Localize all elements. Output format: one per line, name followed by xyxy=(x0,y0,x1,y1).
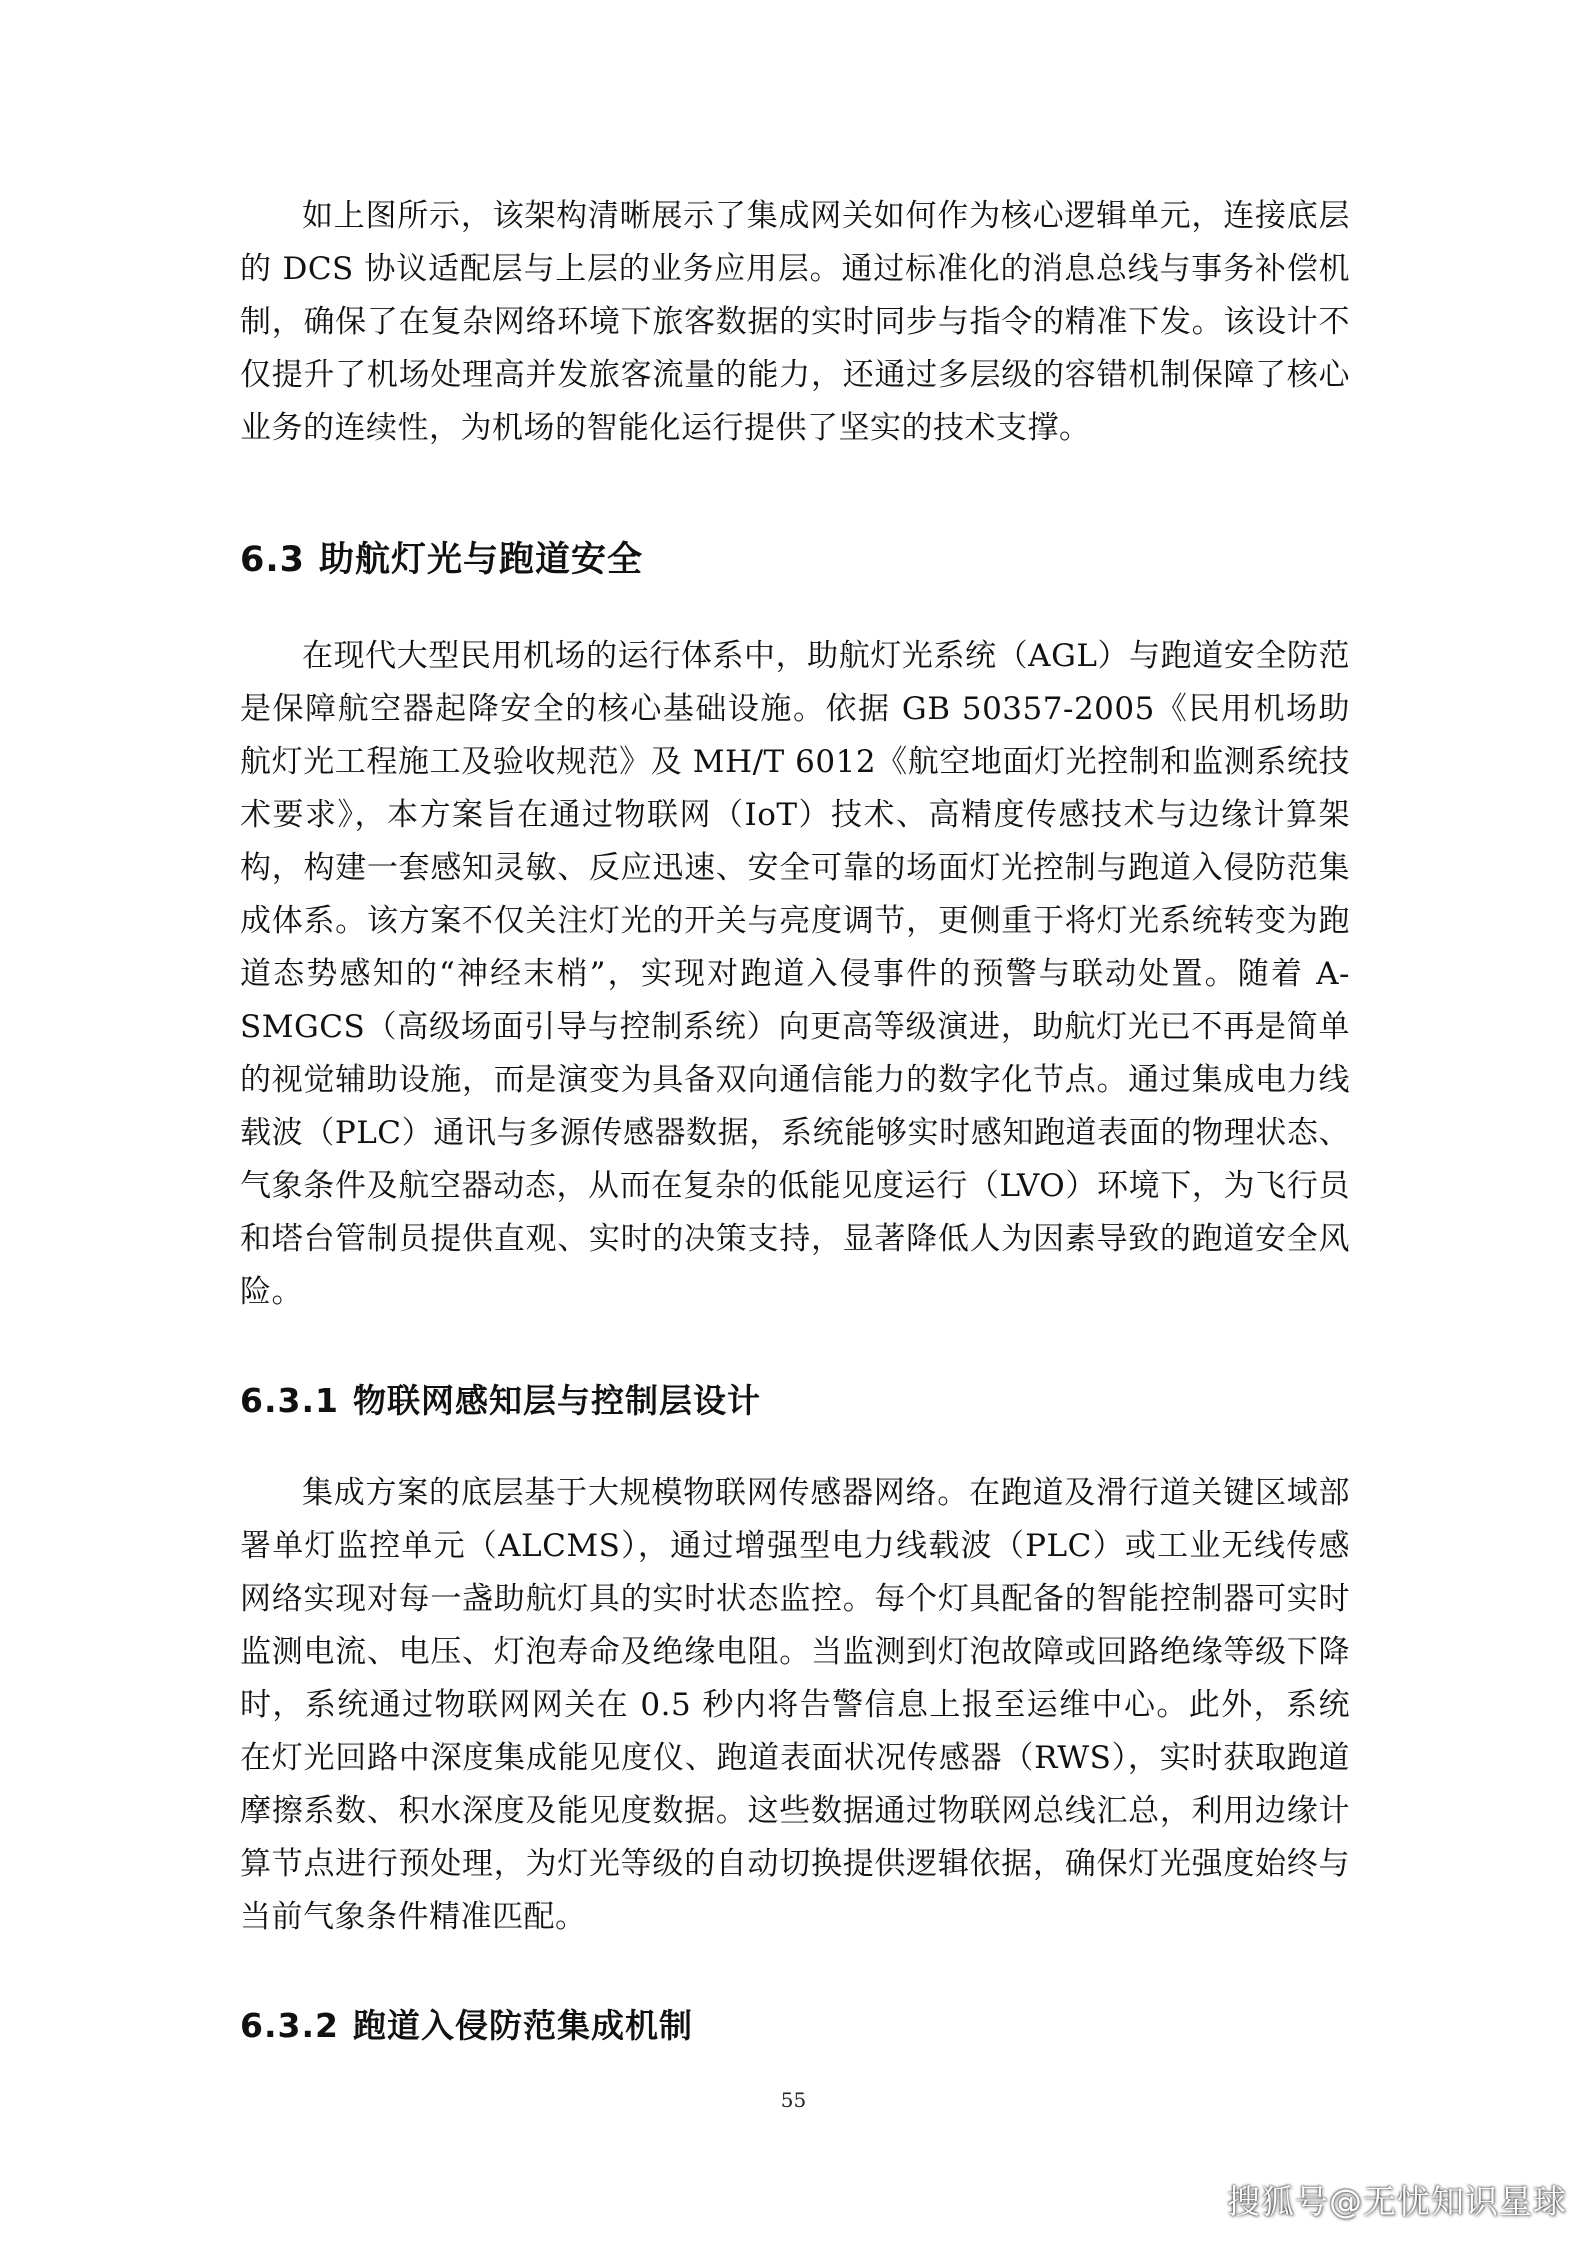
section-6-3-heading xyxy=(240,535,1350,585)
page-content xyxy=(240,190,1350,2050)
section-6-3-2-heading xyxy=(240,2002,1350,2050)
subsection-title: 跑道入侵防范集成机制 xyxy=(352,2006,693,2045)
subsection-number: 6.3.2 xyxy=(240,2006,339,2045)
intro-paragraph: 如上图所示，该架构清晰展示了集成网关如何作为核心逻辑单元，连接底层的 DCS 协议适配层与上层的业务应用层。通过标准化的消息总线与事务补偿机制，确保了在复杂网络环境下旅客数据的实时同步与指令的精准下发。该设计不仅提升了机场处理高并发旅客流量的能力，还通过多层级的容错机制保障了核心业务的连续性，为机场的智能化运行提供了坚实的技术支撑。 xyxy=(240,198,1350,446)
page-number: 55 xyxy=(780,2088,807,2112)
section-number: 6.3 xyxy=(240,540,306,580)
subsection-number: 6.3.1 xyxy=(240,1381,339,1420)
section-title: 助航灯光与跑道安全 xyxy=(319,540,644,580)
section-6-3-1-paragraph: 集成方案的底层基于大规模物联网传感器网络。在跑道及滑行道关键区域部署单灯监控单元（ALCMS），通过增强型电力线载波（PLC）或工业无线传感网络实现对每一盏助航灯具的实时状态监控。每个灯具配备的智能控制器可实时监测电流、电压、灯泡寿命及绝缘电阻。当监测到灯泡故障或回路绝缘等级下降时，系统通过物联网网关在 0.5 秒内将告警信息上报至运维中心。此外，系统在灯光回路中深度集成能见度仪、跑道表面状况传感器（RWS），实时获取跑道摩擦系数、积水深度及能见度数据。这些数据通过物联网总线汇总，利用边缘计算节点进行预处理，为灯光等级的自动切换提供逻辑依据，确保灯光强度始终与当前气象条件精准匹配。 xyxy=(240,1475,1350,1935)
subsection-title: 物联网感知层与控制层设计 xyxy=(352,1381,761,1420)
source-watermark: 搜狐号@无忧知识星球 xyxy=(1227,2182,1567,2221)
section-6-3-paragraph: 在现代大型民用机场的运行体系中，助航灯光系统（AGL）与跑道安全防范是保障航空器起降安全的核心基础设施。依据 GB 50357-2005《民用机场助航灯光工程施工及验收规范》及 MH/T 6012《航空地面灯光控制和监测系统技术要求》，本方案旨在通过物联网（IoT）技术、高精度传感技术与边缘计算架构，构建一套感知灵敏、反应迅速、安全可靠的场面灯光控制与跑道入侵防范集成体系。该方案不仅关注灯光的开关与亮度调节，更侧重于将灯光系统转变为跑道态势感知的“神经末梢”，实现对跑道入侵事件的预警与联动处置。随着 A-SMGCS（高级场面引导与控制系统）向更高等级演进，助航灯光已不再是简单的视觉辅助设施，而是演变为具备双向通信能力的数字化节点。通过集成电力线载波（PLC）通讯与多源传感器数据，系统能够实时感知跑道表面的物理状态、气象条件及航空器动态，从而在复杂的低能见度运行（LVO）环境下，为飞行员和塔台管制员提供直观、实时的决策支持，显著降低人为因素导致的跑道安全风险。 xyxy=(240,638,1350,1310)
section-6-3-1-heading xyxy=(240,1377,1350,1425)
